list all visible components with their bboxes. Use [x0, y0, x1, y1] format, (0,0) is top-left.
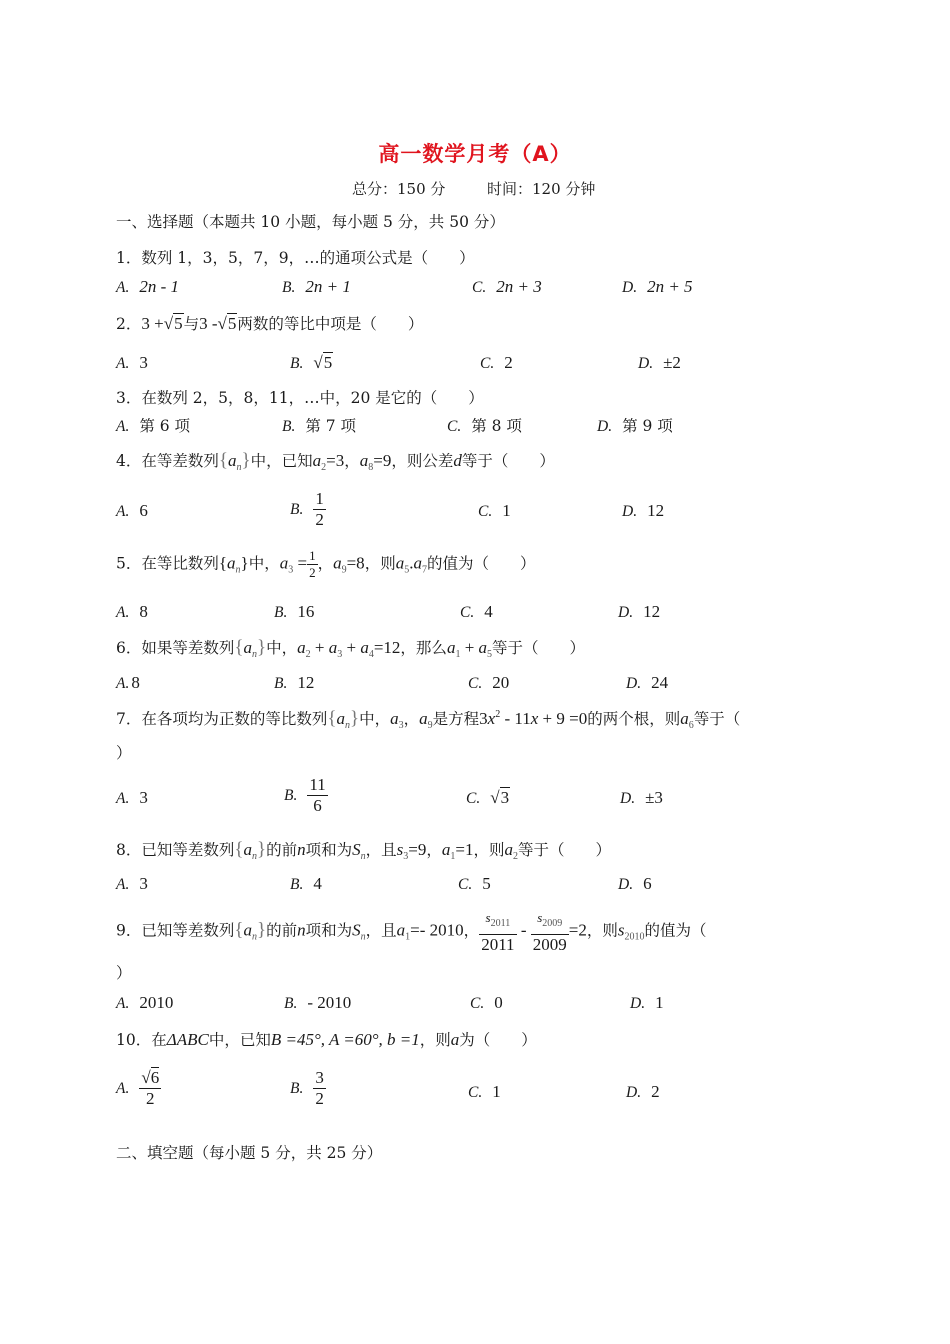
sequence-brace: } — [350, 708, 360, 729]
stem-math: =9 — [373, 451, 392, 470]
q8-option-b — [290, 874, 322, 894]
total-score: 总分：150 分 — [352, 180, 446, 198]
option-label: B. — [290, 500, 304, 518]
triangle-name: ΔABC — [166, 1030, 209, 1049]
subscript: n — [252, 851, 257, 862]
option-label: B. — [274, 604, 288, 621]
stem-text: 中，已知 — [208, 1031, 271, 1049]
option-value: 12 — [643, 602, 661, 621]
q8-option-a — [116, 874, 148, 894]
question-9-wrap: ） — [116, 964, 132, 982]
q9-option-b — [284, 993, 351, 1013]
subscript: 8 — [368, 462, 374, 473]
option-label: D. — [618, 604, 634, 621]
q2-option-b — [290, 353, 333, 373]
q10-option-d — [626, 1082, 660, 1102]
option-label: D. — [622, 279, 638, 296]
stem-text: 10．在 — [116, 1031, 167, 1049]
option-value: 12 — [297, 673, 315, 692]
option-label: A. — [116, 1079, 130, 1097]
fraction: $\frac{1}{2}$ — [309, 548, 316, 580]
option-value: 2n + 1 — [305, 277, 351, 296]
term-var: a — [333, 553, 342, 573]
stem-text: 中， — [248, 554, 280, 573]
q3-option-c — [447, 414, 522, 436]
sequence-term: a — [243, 638, 252, 657]
stem-math: =- 2010 — [410, 920, 464, 940]
option-value: 2n + 3 — [496, 277, 542, 296]
stem-text: 7．在各项均为正数的等比数列 — [116, 710, 328, 728]
stem-text: 是方程 — [432, 710, 480, 728]
q7-option-d — [620, 788, 663, 808]
term-var: a — [413, 553, 422, 573]
sequence-term: a — [243, 840, 252, 859]
option-label: D. — [630, 995, 646, 1012]
sequence-brace: } — [240, 553, 249, 573]
sequence-brace: { — [234, 839, 244, 860]
stem-text: 的值为（ ） — [426, 554, 536, 573]
option-label: D. — [620, 790, 636, 807]
stem-text: 的值为（ — [644, 921, 707, 940]
option-value: 2 — [504, 353, 513, 372]
option-value: 3 — [139, 874, 148, 893]
option-value: 4 — [313, 874, 322, 893]
q6-option-c — [468, 673, 509, 693]
sqrt-expression: √5 — [313, 353, 333, 372]
equation: $3x^2 - 11x + 9 =0$ — [479, 709, 588, 728]
section-heading-fill: 二、填空题（每小题 5 分，共 25 分） — [116, 1144, 383, 1162]
option-value: 6 — [643, 874, 652, 893]
q9-option-d — [630, 993, 664, 1013]
sequence-term: a — [243, 920, 252, 940]
sequence-brace: { — [234, 919, 244, 941]
question-7-stem: 7．在各项均为正数的等比数列$\{a_n\}$中，$a_3$，$a_9$是方程$3x^2 - 11x + 9 =0$的两个根，则$a_6$等于（ — [116, 708, 741, 731]
option-label: D. — [618, 876, 634, 893]
q4-option-a — [116, 501, 148, 521]
option-value: 第 7 项 — [305, 417, 357, 435]
question-7-wrap: ） — [116, 744, 132, 762]
stem-text: 2． — [116, 315, 142, 333]
stem-text: 中， — [359, 710, 391, 728]
stem-text: 的两个根，则 — [587, 710, 681, 728]
option-value: 6 — [139, 501, 148, 520]
option-label: B. — [284, 786, 298, 804]
option-value: 第 8 项 — [471, 417, 522, 435]
option-value: ±2 — [663, 353, 681, 372]
q4-option-b — [290, 489, 326, 530]
option-value: 2 — [651, 1082, 660, 1101]
option-label: C. — [472, 279, 487, 296]
term-var: a — [395, 553, 405, 573]
stem-text: 的前 — [266, 921, 298, 940]
q8-option-c — [458, 874, 491, 894]
subscript: n — [235, 564, 241, 576]
option-label: A. — [116, 675, 130, 692]
q5-option-d — [618, 602, 660, 622]
option-label: C. — [480, 355, 495, 372]
subscript: 9 — [341, 564, 347, 576]
sequence-term: a — [336, 709, 345, 728]
exam-title: 高一数学月考（A） — [378, 142, 572, 166]
question-4-stem: 4．在等差数列$\{a_n\}$中，已知$a_2=3$，$a_8=9$，则公差d等于（ ） — [116, 450, 555, 473]
option-label: B. — [290, 876, 304, 893]
sequence-brace: } — [257, 637, 267, 658]
q5-option-b — [274, 602, 314, 622]
option-label: B. — [274, 675, 288, 692]
stem-text: 中， — [266, 639, 298, 657]
q1-option-c — [472, 277, 542, 297]
stem-math: 3 - — [199, 314, 218, 333]
q1-option-d — [622, 277, 693, 297]
option-label: B. — [290, 355, 304, 372]
fraction: $\frac{1}{2}$ — [315, 489, 324, 529]
q4-option-d — [622, 501, 664, 521]
option-label: A. — [116, 279, 130, 296]
stem-text: 4．在等差数列 — [116, 452, 219, 470]
sequence-term: a — [228, 451, 237, 470]
option-label: D. — [638, 355, 654, 372]
sqrt-expression: √5 — [217, 314, 237, 333]
stem-text: 两数的等比中项是（ ） — [237, 315, 424, 333]
fraction: $\frac{11}{6}$ — [309, 775, 326, 815]
q1-option-a — [116, 277, 179, 297]
subscript: n — [236, 462, 242, 473]
option-value: 24 — [651, 673, 669, 692]
option-label: C. — [458, 876, 473, 893]
stem-text: 8．已知等差数列 — [116, 841, 235, 859]
q3-option-b — [282, 414, 356, 436]
term-var: a — [312, 451, 322, 470]
option-value: 16 — [297, 602, 315, 621]
option-value: 5 — [482, 874, 491, 893]
option-label: C. — [470, 995, 485, 1012]
stem-text: 的前 — [266, 841, 298, 859]
q5-option-a — [116, 602, 148, 622]
subscript: n — [345, 720, 350, 731]
sequence-brace: } — [241, 450, 251, 471]
option-value: 1 — [502, 501, 511, 520]
q10-option-b — [290, 1068, 326, 1109]
sequence-brace: { — [218, 450, 228, 471]
fraction: $\frac{√6}{2}$ — [141, 1068, 160, 1108]
stem-text: ，则 — [419, 1031, 451, 1049]
fraction: $\frac{s_{2009}}{2009}$ — [532, 910, 567, 954]
q6-option-d — [626, 673, 668, 693]
option-value: 3 — [139, 353, 148, 372]
subscript: 5 — [404, 564, 410, 576]
q7-option-a — [116, 788, 148, 808]
option-value: 12 — [647, 501, 665, 520]
option-label: C. — [466, 790, 481, 807]
subscript: 3 — [288, 564, 294, 576]
q5-option-c — [460, 602, 493, 622]
sequence-brace: { — [327, 708, 337, 729]
q6-option-b — [274, 673, 314, 693]
question-5-stem: 5．在等比数列$\{a_n\}$中，$a_3$ = $\frac{1}{2}$ ，$a_9=8$，则$a_5.a_7$的值为（ ） — [116, 548, 536, 580]
q2-option-a — [116, 353, 148, 373]
option-value: 第 9 项 — [622, 417, 673, 435]
fraction: $\frac{s_{2011}}{2011}$ — [481, 910, 515, 954]
option-value: 3 — [139, 788, 148, 807]
stem-math: =2 — [568, 920, 587, 940]
equals-sign: = — [293, 553, 308, 573]
option-value: 0 — [494, 993, 503, 1012]
subscript: n — [252, 931, 257, 943]
q7-option-c — [466, 788, 510, 808]
option-label: C. — [468, 675, 483, 692]
option-label: C. — [460, 604, 475, 621]
q3-option-d — [597, 414, 673, 436]
q10-option-a — [116, 1068, 161, 1109]
option-label: D. — [622, 503, 638, 520]
sqrt-expression: √3 — [490, 788, 510, 807]
option-value: 2n + 5 — [647, 277, 693, 296]
option-label: B. — [282, 418, 296, 435]
option-label: B. — [282, 279, 296, 296]
option-value: 4 — [484, 602, 493, 621]
sequence-brace: } — [257, 919, 267, 941]
stem-text: 等于（ ） — [518, 841, 612, 859]
question-2-stem — [116, 312, 423, 334]
stem-text: 等于（ — [693, 710, 741, 728]
option-label: B. — [290, 1079, 304, 1097]
term-var: a — [279, 553, 289, 573]
option-value: 2010 — [139, 993, 174, 1012]
question-1-stem: 1．数列 1，3，5，7，9，…的通项公式是（ ） — [116, 249, 475, 267]
option-label: A. — [116, 995, 130, 1012]
stem-math: =8 — [346, 553, 365, 573]
exam-time: 时间：120 分钟 — [487, 180, 596, 198]
q2-option-c — [480, 353, 513, 373]
option-label: A. — [116, 503, 130, 520]
dot: . — [409, 553, 414, 573]
stem-math: B =45°, A =60°, b =1 — [270, 1030, 420, 1049]
q10-option-c — [468, 1082, 501, 1102]
stem-var: d — [453, 451, 462, 470]
question-9-stem: 9．已知等差数列$\{a_n\}$的前n项和为$S_n$，且$a_1=-$ 2010， $\frac{s_{2011}}{2011}$ - $\frac{s_{2009}}{2009}$ =2，则$s_{2010}$的值为（ — [116, 910, 707, 954]
option-value: 8 — [139, 602, 148, 621]
stem-text: ，则公差 — [391, 452, 454, 470]
q8-option-d — [618, 874, 652, 894]
stem-text: ，则 — [586, 921, 618, 940]
option-label: C. — [447, 418, 462, 435]
option-value: 第 6 项 — [139, 417, 191, 435]
q3-option-a — [116, 414, 190, 436]
sequence-brace: { — [218, 553, 228, 573]
subscript: 7 — [421, 564, 427, 576]
option-label: D. — [626, 675, 642, 692]
question-8-stem: 8．已知等差数列$\{a_n\}$的前n项和为$S_n$，且$s_3=9$，$a_1=1$，则$a_2$等于（ ） — [116, 839, 612, 862]
option-value: - 2010 — [307, 993, 352, 1012]
stem-text: ，且 — [365, 921, 397, 940]
option-label: D. — [626, 1084, 642, 1101]
stem-text: ，则 — [364, 554, 396, 573]
option-label: B. — [284, 995, 298, 1012]
stem-math: =3 — [326, 451, 345, 470]
stem-math: =9 — [408, 840, 427, 859]
stem-text: 为（ ） — [459, 1031, 537, 1049]
stem-text: 6．如果等差数列 — [116, 639, 235, 657]
stem-math: =12 — [373, 638, 401, 657]
stem-math: 3 + — [141, 314, 164, 333]
subscript: 2 — [321, 462, 327, 473]
option-label: C. — [478, 503, 493, 520]
option-label: C. — [468, 1084, 483, 1101]
question-10-stem — [116, 1028, 537, 1050]
q9-option-a — [116, 993, 173, 1013]
sequence-term: a — [227, 553, 236, 573]
stem-text: 项和为 — [305, 921, 353, 940]
q9-option-c — [470, 993, 503, 1013]
option-label: A. — [116, 876, 130, 893]
stem-text: 9．已知等差数列 — [116, 921, 235, 940]
question-6-stem: 6．如果等差数列$\{a_n\}$中，$a_2 + a_3 + a_4=12$，那么$a_1 + a_5$等于（ ） — [116, 637, 586, 660]
option-label: A. — [116, 418, 130, 435]
q1-option-b — [282, 277, 351, 297]
term-var: a — [359, 451, 369, 470]
stem-text: 5．在等比数列 — [116, 554, 219, 573]
stem-text: ，那么 — [400, 639, 447, 657]
stem-text: ，则 — [473, 841, 505, 859]
stem-text: ，且 — [365, 841, 397, 859]
option-value: 2n - 1 — [139, 277, 180, 296]
stem-text: 项和为 — [305, 841, 353, 859]
sqrt-expression: √5 — [163, 314, 183, 333]
question-3-stem: 3．在数列 2，5，8，11，…中，20 是它的（ ） — [116, 389, 484, 407]
stem-text: 中，已知 — [250, 452, 313, 470]
sequence-brace: { — [234, 637, 244, 658]
option-value: 8 — [131, 673, 140, 692]
option-label: A. — [116, 790, 130, 807]
stem-var: a — [450, 1030, 460, 1049]
stem-text: 等于（ ） — [492, 639, 586, 657]
q7-option-b — [284, 775, 328, 816]
stem-text: 与 — [183, 315, 200, 333]
option-value: 1 — [492, 1082, 501, 1101]
subscript: n — [252, 649, 257, 660]
q2-option-d — [638, 353, 681, 373]
q6-option-a — [116, 673, 140, 693]
q4-option-c — [478, 501, 511, 521]
option-label: A. — [116, 355, 130, 372]
stem-text: 等于（ ） — [461, 452, 555, 470]
section-heading-choice: 一、选择题（本题共 10 小题，每小题 5 分，共 50 分） — [116, 213, 505, 231]
option-label: A. — [116, 604, 130, 621]
stem-math: =1 — [455, 840, 474, 859]
option-label: D. — [597, 418, 613, 435]
sqrt-expression: ±3 — [645, 788, 663, 807]
sequence-brace: } — [257, 839, 267, 860]
option-value: 1 — [655, 993, 664, 1012]
fraction: $\frac{3}{2}$ — [315, 1068, 324, 1108]
option-value: 20 — [492, 673, 510, 692]
